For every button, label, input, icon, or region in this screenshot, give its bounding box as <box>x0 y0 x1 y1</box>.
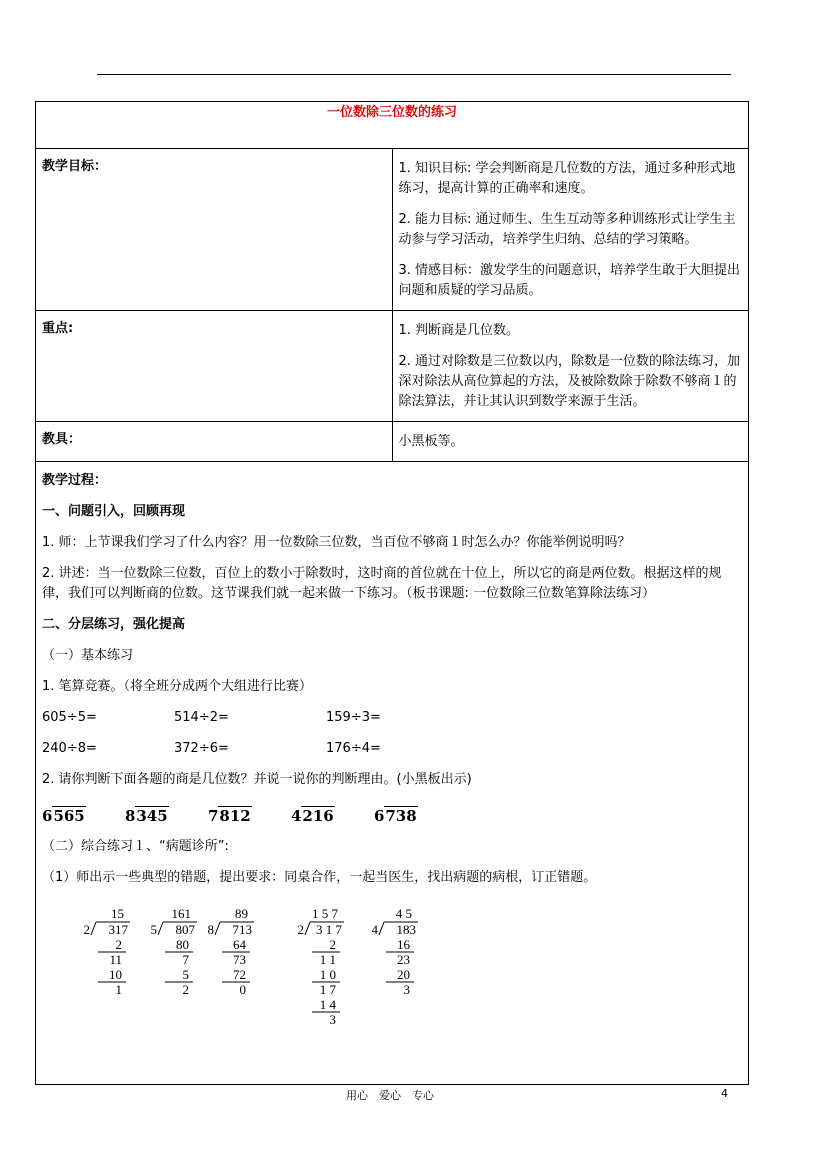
worked-step: 1 7 <box>319 982 336 997</box>
question: 1. 笔算竞赛。（将全班分成两个大组进行比赛） <box>42 679 313 694</box>
division-bracket <box>215 922 220 935</box>
worked-step: 16 <box>397 937 410 952</box>
worked-step: 80 <box>176 937 189 952</box>
objectives-label: 教学目标： <box>36 149 393 311</box>
worked-step: 10 <box>109 967 122 982</box>
objective-item: 3. 情感目标：激发学生的问题意识，培养学生敢于大胆提出问题和质疑的学习品质。 <box>398 263 741 298</box>
worked-quotient: 1 5 7 <box>312 906 338 921</box>
sub-heading: （一）基本练习 <box>42 648 134 663</box>
exercise-row <box>42 734 742 765</box>
worked-step: 20 <box>397 967 410 982</box>
footer-motto: 用心 爱心 专心 <box>346 1089 434 1102</box>
long-division: 6565 <box>42 807 85 825</box>
page-number: 4 <box>721 1087 728 1100</box>
worked-step: 64 <box>233 937 246 952</box>
long-division: 4216 <box>290 807 334 825</box>
worked-quotient: 15 <box>111 906 124 921</box>
worked-step: 0 <box>239 982 246 997</box>
key-points-content <box>392 311 749 422</box>
worked-step: 23 <box>397 952 410 967</box>
worked-step: 72 <box>233 967 246 982</box>
exercise-row <box>42 703 742 734</box>
worked-step: 5 <box>182 967 189 982</box>
worked-quotient: 89 <box>235 906 248 921</box>
worked-division-figure <box>42 894 742 1084</box>
worked-step: 11 <box>109 952 122 967</box>
worked-dividend: 3 1 7 <box>316 922 342 937</box>
key-point-item: 1. 判断商是几位数。 <box>398 323 520 338</box>
worked-dividend: 807 <box>175 922 195 937</box>
division-bracket <box>379 922 384 935</box>
section-heading: 一、问题引入，回顾再现 <box>42 504 186 519</box>
long-division: 7812 <box>207 807 251 825</box>
exercise: 176÷4= <box>326 741 381 756</box>
exercise: 240÷8= <box>42 741 97 756</box>
division-bracket <box>158 922 163 935</box>
exercise: 372÷6= <box>174 741 229 756</box>
worked-divisor: 5 <box>150 922 157 937</box>
worked-dividend: 183 <box>396 922 416 937</box>
tools-value: 小黑板等。 <box>398 434 464 449</box>
tools-label: 教具： <box>36 422 393 462</box>
worked-step: 1 4 <box>319 997 336 1012</box>
objectives-content <box>392 149 749 311</box>
worked-step: 1 <box>115 982 122 997</box>
exercise: 605÷5= <box>42 710 97 725</box>
worked-step: 3 <box>403 982 410 997</box>
worked-step: 2 <box>115 937 122 952</box>
paragraph: 2. 讲述：当一位数除三位数，百位上的数小于除数时，这时商的首位就在十位上，所以它的商是两位数。根据这样的规律，我们可以判断商的位数。这节课我们就一起来做一下练习。（板书课题: 一位数除三位数笔算除法练习） <box>42 566 722 601</box>
worked-step: 7 <box>182 952 189 967</box>
paragraph: 1. 师：上节课我们学习了什么内容？用一位数除三位数，当百位不够商１时怎么办？你能举例说明吗？ <box>42 535 631 550</box>
worked-step: 1 0 <box>319 967 336 982</box>
worked-divisor: 2 <box>83 922 90 937</box>
question: （1）师出示一些典型的错题，提出要求：同桌合作，一起当医生，找出病题的病根，订正错题。 <box>42 870 597 885</box>
lesson-title: 一位数除三位数的练习 <box>36 102 749 149</box>
worked-divisor: 2 <box>297 922 304 937</box>
worked-quotient: 161 <box>171 906 191 921</box>
worked-step: 1 1 <box>319 952 336 967</box>
worked-step: 73 <box>233 952 246 967</box>
sub-heading: （二）综合练习１、“病题诊所”: <box>42 839 229 854</box>
worked-step: 2 <box>182 982 189 997</box>
worked-step: 3 <box>329 1012 336 1027</box>
division-bracket <box>91 922 96 935</box>
worked-divisor: 8 <box>207 922 214 937</box>
worked-dividend: 713 <box>232 922 252 937</box>
worked-dividend: 317 <box>108 922 128 937</box>
long-division: 6738 <box>373 807 417 825</box>
worked-quotient: 4 5 <box>395 906 412 921</box>
key-points-label: 重点: <box>36 311 393 422</box>
worked-divisor: 4 <box>371 922 378 937</box>
division-bracket <box>305 922 310 935</box>
question: 2. 请你判断下面各题的商是几位数？并说一说你的判断理由。(小黑板出示) <box>42 772 472 787</box>
key-point-item: 2. 通过对除数是三位数以内，除数是一位数的除法练习，加深对除法从高位算起的方法，及被除数除于除数不够商１的除法算法，并让其认识到数学来源于生活。 <box>398 354 741 409</box>
process-heading: 教学过程： <box>42 473 108 488</box>
process-content <box>36 462 749 1085</box>
worked-division-errors <box>42 894 742 1084</box>
header-rule <box>97 74 731 75</box>
worked-step: 2 <box>329 937 336 952</box>
section-heading: 二、分层练习，强化提高 <box>42 617 186 632</box>
lesson-plan-table <box>35 101 749 1085</box>
exercise: 159÷3= <box>326 710 381 725</box>
objective-item: 2. 能力目标: 通过师生、生生互动等多种训练形式让学生主动参与学习活动，培养学生归纳、总结的学习策略。 <box>398 212 736 247</box>
long-division-row <box>42 796 742 832</box>
objective-item: 1. 知识目标: 学会判断商是几位数的方法，通过多种形式地练习，提高计算的正确率和速度。 <box>398 161 736 196</box>
long-division: 8345 <box>124 807 168 825</box>
tools-content <box>392 422 749 462</box>
exercise: 514÷2= <box>174 710 229 725</box>
